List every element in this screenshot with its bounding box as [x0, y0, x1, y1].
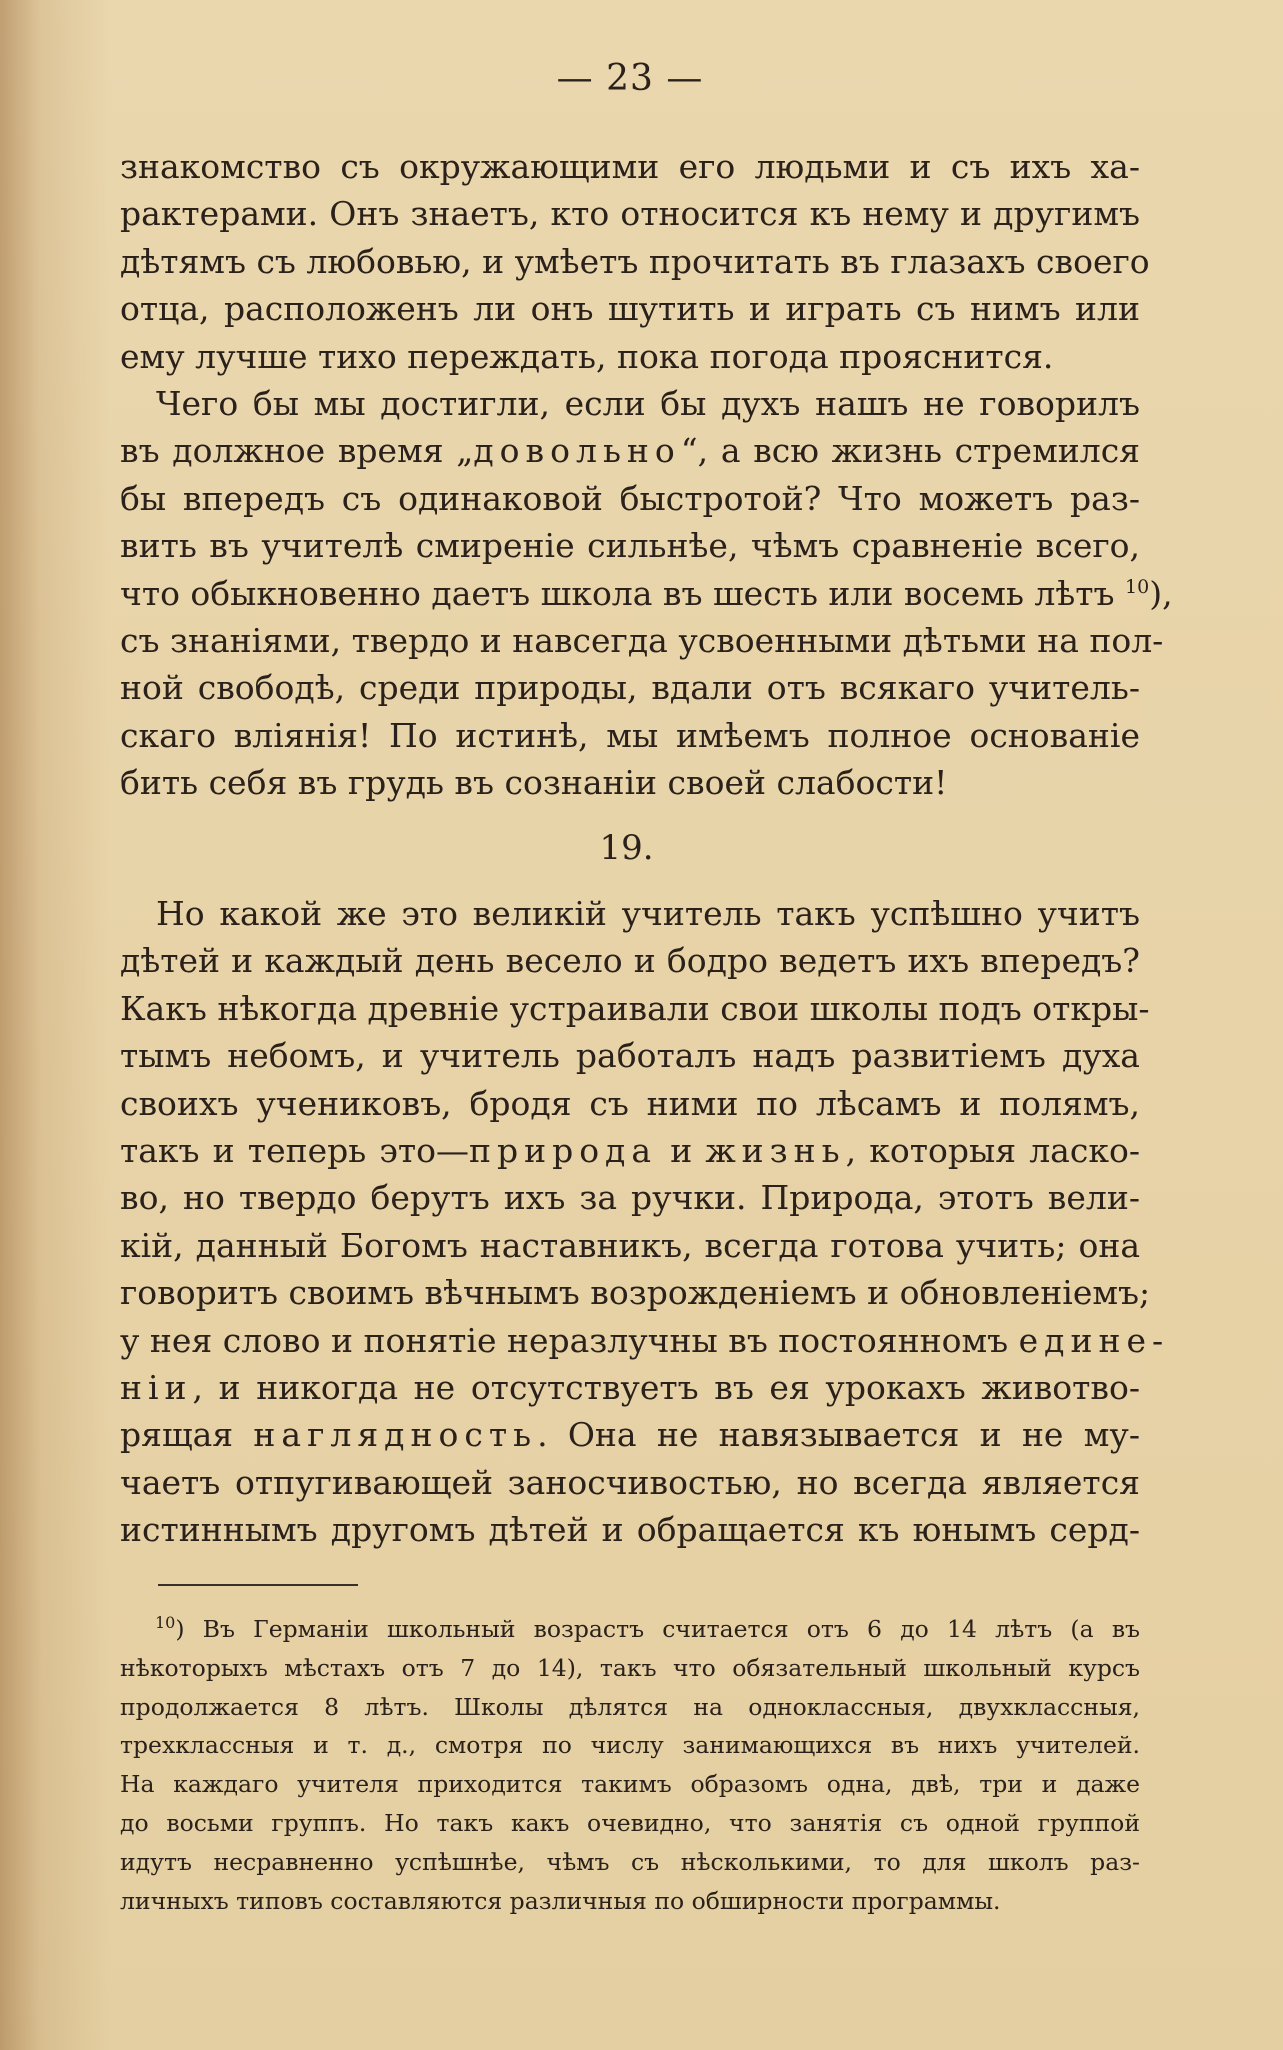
emphasized-word: природа [468, 1130, 658, 1170]
text-fragment: , которыя ласко- [845, 1130, 1140, 1170]
text-line: Но какой же это великій учитель такъ успѣшно учитъ [156, 894, 1140, 933]
text-fragment: и [657, 1130, 706, 1170]
text-line: своихъ учениковъ, бродя съ ними по лѣсамъ и полямъ, [120, 1083, 1140, 1123]
text-line: Чего бы мы достигли, если бы духъ нашъ не говорилъ [156, 383, 1140, 423]
emphasized-word: едине- [1018, 1320, 1170, 1360]
footnote-reference: 10 [1125, 575, 1150, 598]
text-line: чаетъ отпугивающей заносчивостью, но всегда является [120, 1462, 1140, 1502]
text-fragment: ), [1149, 573, 1173, 613]
text-fragment: что обыкновенно даетъ школа въ шесть или восемь лѣтъ [120, 573, 1115, 613]
text-line: бить себя въ грудь въ сознаніи своей слабости! [120, 763, 948, 803]
text-line: вить въ учителѣ смиреніе сильнѣе, чѣмъ сравненіе всего, [120, 526, 1140, 566]
footnote-divider [158, 1584, 358, 1586]
footnote [120, 1610, 1140, 1920]
text-line [120, 1127, 1140, 1174]
text-line [120, 1364, 1140, 1411]
emphasized-word: жизнь [705, 1130, 846, 1170]
text-line: истиннымъ другомъ дѣтей и обращается къ юнымъ серд- [120, 1510, 1140, 1550]
page-number: — 23 — [556, 58, 704, 99]
emphasized-word: довольно [473, 431, 681, 471]
text-fragment: . Она не навязывается и не му- [537, 1415, 1140, 1455]
text-line: во, но твердо берутъ ихъ за ручки. Природа, этотъ вели- [120, 1178, 1140, 1218]
text-line: бы впередъ съ одинаковой быстротой? Что можетъ раз- [120, 478, 1140, 518]
footnote-line: идутъ несравненно успѣшнѣе, чѣмъ съ нѣсколькими, то для школъ раз- [120, 1847, 1140, 1876]
text-line: говоритъ своимъ вѣчнымъ возрожденіемъ и обновленіемъ; [120, 1273, 1151, 1313]
text-line: Какъ нѣкогда древніе устраивали свои школы подъ откры- [120, 988, 1150, 1028]
section-number: 19. [599, 828, 654, 868]
text-block-upper [120, 143, 1173, 806]
footnote-marker: 10 [155, 1613, 176, 1632]
text-fragment: такъ и теперь это— [120, 1130, 469, 1170]
text-line [120, 427, 1140, 474]
footnote-line: продолжается 8 лѣтъ. Школы дѣлятся на одноклассныя, двухклассныя, [120, 1692, 1140, 1721]
text-fragment: въ должное время „ [120, 431, 474, 471]
text-line: дѣтей и каждый день весело и бодро ведетъ ихъ впередъ? [120, 941, 1140, 981]
text-line: тымъ небомъ, и учитель работалъ надъ развитіемъ духа [120, 1036, 1140, 1076]
footnote-line [120, 1610, 1140, 1649]
text-line: ему лучше тихо переждать, пока погода прояснится. [120, 336, 1054, 376]
text-line: съ знаніями, твердо и навсегда усвоенными дѣтьми на пол- [120, 620, 1164, 660]
text-block-lower [120, 890, 1170, 1553]
footnote-line: до восьми группъ. Но такъ какъ очевидно, что занятія съ одной группой [120, 1808, 1140, 1837]
emphasized-word: наглядность [253, 1415, 538, 1455]
text-line: знакомство съ окружающими его людьми и съ ихъ ха- [120, 147, 1140, 186]
text-line: ной свободѣ, среди природы, вдали отъ всякаго учитель- [120, 668, 1140, 708]
emphasized-word: ніи [120, 1367, 193, 1407]
text-fragment: , и никогда не отсутствуетъ въ ея урокахъ животво- [192, 1367, 1140, 1407]
text-line [120, 1317, 1170, 1364]
text-line: рактерами. Онъ знаетъ, кто относится къ нему и другимъ [120, 194, 1140, 234]
text-fragment: ) Въ Германіи школьный возрастъ считается отъ 6 до 14 лѣтъ (а въ [175, 1615, 1140, 1643]
text-fragment: рящая [120, 1415, 254, 1455]
text-line: кій, данный Богомъ наставникъ, всегда готова учить; она [120, 1225, 1140, 1265]
text-fragment: “, а всю жизнь стремился [680, 431, 1140, 471]
footnote-line: трехклассныя и т. д., смотря по числу занимающихся въ нихъ учителей. [120, 1731, 1140, 1760]
text-line [120, 1411, 1140, 1458]
footnote-line: личныхъ типовъ составляются различныя по обширности программы. [120, 1886, 1001, 1915]
footnote-line: нѣкоторыхъ мѣстахъ отъ 7 до 14), такъ что обязательный школьный курсъ [120, 1653, 1140, 1682]
text-line: дѣтямъ съ любовью, и умѣетъ прочитать въ глазахъ своего [120, 241, 1150, 281]
text-line: отца, расположенъ ли онъ шутить и играть съ нимъ или [120, 289, 1140, 329]
text-line [120, 570, 1173, 617]
text-fragment: у нея слово и понятіе неразлучны въ постоянномъ [120, 1320, 1019, 1360]
text-line: скаго вліянія! По истинѣ, мы имѣемъ полное основаніе [120, 715, 1140, 755]
footnote-line: На каждаго учителя приходится такимъ образомъ одна, двѣ, три и даже [120, 1770, 1140, 1799]
